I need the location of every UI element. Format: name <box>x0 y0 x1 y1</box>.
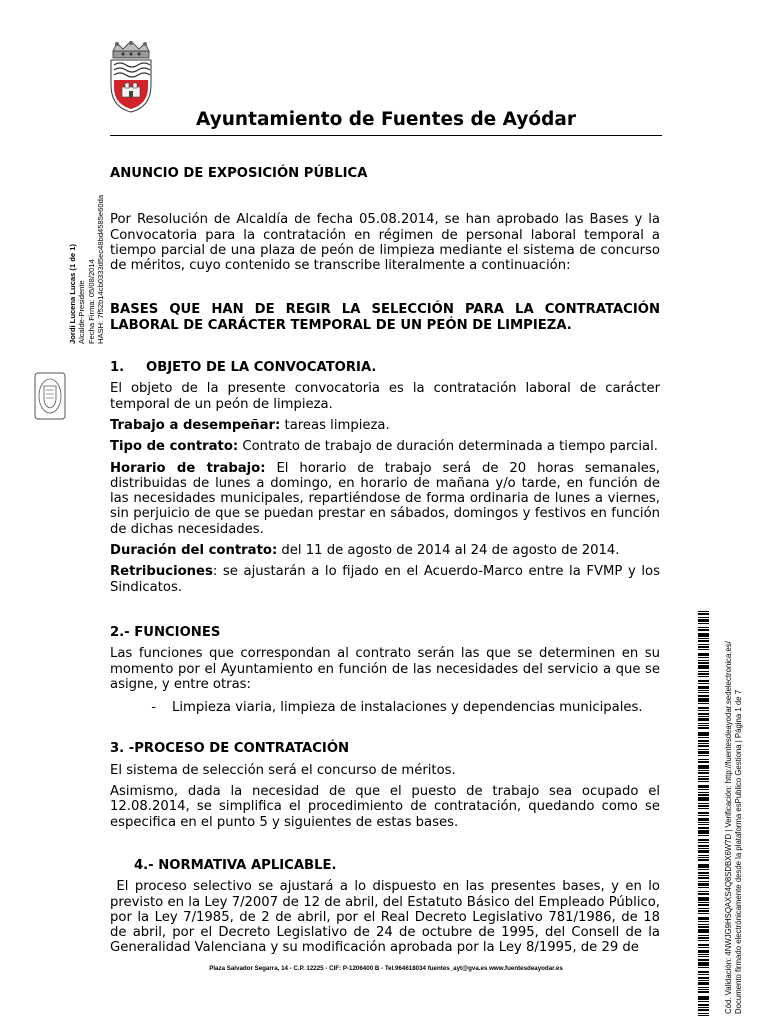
section-3-paragraph-1: El sistema de selección será el concurso de méritos. <box>110 762 456 778</box>
duracion-item <box>110 543 660 558</box>
barcode-icon <box>698 611 709 1016</box>
retribuciones-value: : se ajustarán a lo fijado en el Acuerdo-Marco entre la FVMP y los Sindicatos. <box>110 564 660 595</box>
municipal-coat-of-arms-icon <box>108 41 154 113</box>
section-2-paragraph: Las funciones que correspondan al contrato serán las que se determinen en su momento por el Ayuntamiento en función de las necesidades del servicio a que se asigne, y entre otras: <box>110 646 660 692</box>
tipo-label: Tipo de contrato: <box>110 439 239 455</box>
signer-name: Jordi Lucena Lucas (1 de 1) <box>68 243 77 344</box>
document-body <box>110 166 665 962</box>
tipo-value: Contrato de trabajo de duración determinada a tiempo parcial. <box>238 439 658 455</box>
verification-block <box>724 641 744 1014</box>
announcement-heading: ANUNCIO DE EXPOSICIÓN PÚBLICA <box>110 166 368 181</box>
section-3-heading: 3. -PROCESO DE CONTRATACIÓN <box>110 741 350 757</box>
bullet-dash: - <box>151 700 156 716</box>
tipo-item <box>110 439 660 454</box>
section-1-heading <box>110 360 660 375</box>
horario-value: El horario de trabajo será de 20 horas semanales, distribuidas de lunes a domingo, en horario de mañana y/o tarde, en función de las necesidades municipales, repartiéndose de forma ordinaria de lunes a viernes, sin perjuicio de que se puedan prestar en sábados, domingos y festivos en función de dichas necesidades. <box>110 460 660 537</box>
bases-title: BASES QUE HAN DE REGIR LA SELECCIÓN PARA LA CONTRATACIÓN LABORAL DE CARÁCTER TEMPORAL DE UN PEÓN DE LIMPIEZA. <box>110 302 660 333</box>
section-1-title: OBJETO DE LA CONVOCATORIA. <box>146 360 377 376</box>
retribuciones-item <box>110 564 660 595</box>
electronic-signature-note: Documento firmado electrónicamente desde la plataforma esPublico Gestiona | Página 1 de 7 <box>734 689 743 1014</box>
section-4-heading: 4.- NORMATIVA APLICABLE. <box>134 857 337 873</box>
section-3-paragraph-2: Asimismo, dada la necesidad de que el puesto de trabajo sea ocupado el 12.08.2014, se simplifica el procedimiento de contratación, quedando como se especifica en el punto 5 y siguientes de estas bases. <box>110 784 660 830</box>
trabajo-value: tareas limpieza. <box>280 417 390 433</box>
municipal-seal-stamp-icon <box>34 372 66 420</box>
signature-block <box>68 195 106 344</box>
section-1-paragraph: El objeto de la presente convocatoria es la contratación laboral de carácter temporal de un peón de limpieza. <box>110 381 660 412</box>
title-divider <box>110 135 662 136</box>
page-title: Ayuntamiento de Fuentes de Ayódar <box>196 109 576 130</box>
signature-hash: HASH: 7f52b14cb0333d5ec48bd4585e60da <box>96 194 106 344</box>
list-item <box>110 700 660 715</box>
horario-item <box>110 461 660 537</box>
section-2-heading: 2.- FUNCIONES <box>110 624 221 640</box>
signer-role: Alcalde-Presidente <box>77 280 87 344</box>
duracion-value: del 11 de agosto de 2014 al 24 de agosto de 2014. <box>277 543 620 559</box>
section-1-number: 1. <box>110 360 125 376</box>
page-footer: Plaza Salvador Segarra, 14 - C.P. 12225 - CIF: P-1206400 B - Tel.964618034 fuentes_ayt@gva.es www.fuentesdeayodar.es <box>209 965 563 972</box>
trabajo-label: Trabajo a desempeñar: <box>110 417 281 433</box>
horario-label: Horario de trabajo: <box>110 460 266 476</box>
trabajo-item <box>110 418 660 433</box>
signature-date: Fecha Firma: 05/08/2014 <box>86 259 96 344</box>
retribuciones-label: Retribuciones <box>110 564 213 580</box>
duracion-label: Duración del contrato: <box>110 543 278 559</box>
list-item-text: Limpieza viaria, limpieza de instalaciones y dependencias municipales. <box>172 700 643 716</box>
validation-code: Cód. Validación: 4NWJG9HSQAXS4Q8SDBX6W7D | Verificación: http://fuentesdeayodar.sedelectronica.es/ <box>724 641 733 1014</box>
intro-paragraph: Por Resolución de Alcaldía de fecha 05.08.2014, se han aprobado las Bases y la Convocatoria para la contratación en régimen de personal laboral temporal a tiempo parcial de una plaza de peón de limpieza mediante el sistema de concurso de méritos, cuyo contenido se transcribe literalmente a continuación: <box>110 212 660 274</box>
section-4-paragraph: El proceso selectivo se ajustará a lo dispuesto en las presentes bases, y en lo previsto en la Ley 7/2007 de 12 de abril, del Estatuto Básico del Empleado Público, por la Ley 7/1985, de 2 de abril, por el Real Decreto Legislativo 781/1986, de 18 de abril, por el Decreto Legislativo de 24 de octubre de 1995, del Consell de la Generalidad Valenciana y su modificación aprobada por la Ley 8/1995, de 29 de <box>110 879 665 956</box>
